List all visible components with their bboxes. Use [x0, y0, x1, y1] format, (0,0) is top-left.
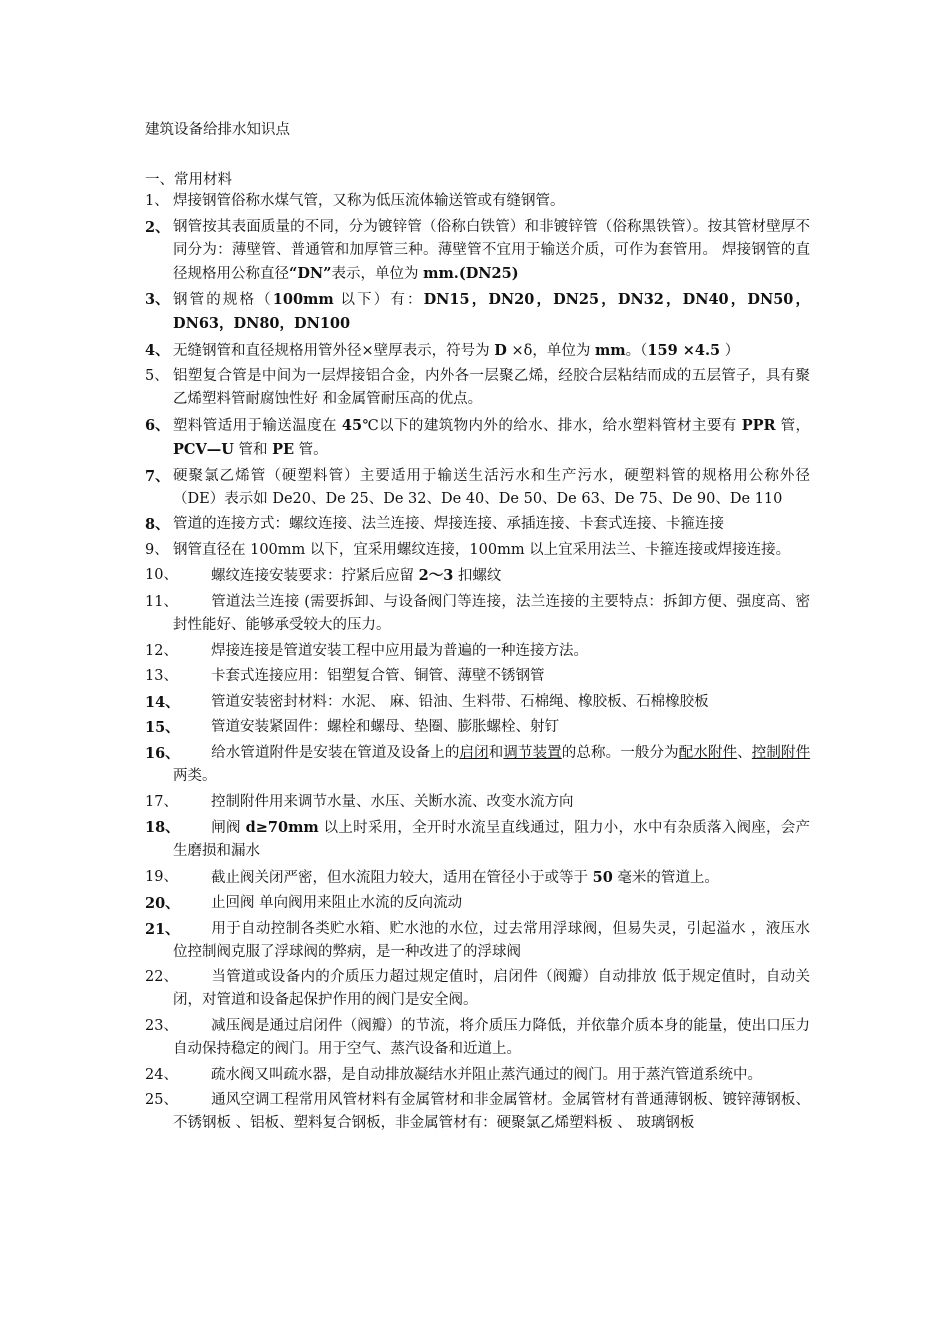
underlined-term: 控制附件	[751, 744, 811, 761]
text-run: 以上时采用，全开时水流呈直线通过，阻力小，水中有杂质落入阀座，会产生磨损和漏水	[173, 820, 811, 860]
text-run: 硬聚氯乙烯管（硬塑料管）主要适用于输送生活污水和生产污水，硬塑料管的规格用公称外径（DE）表示如 De20、De 25、De 32、De 40、De 50、De 63、De 75、De 90、De 110	[173, 467, 810, 507]
item-number: 22、	[145, 969, 178, 986]
list-item	[145, 640, 810, 663]
item-text	[173, 1089, 810, 1135]
item-number: 7、	[145, 467, 170, 485]
item-number: 5、	[145, 368, 169, 385]
item-number: 3、	[145, 291, 170, 309]
bold-run: “DN”	[289, 264, 332, 282]
list-item	[145, 691, 810, 714]
text-run: 管道安装密封材料：水泥、 麻、铅油、生料带、石棉绳、橡胶板、石棉橡胶板	[211, 693, 709, 710]
item-number: 17、	[145, 793, 178, 810]
list-item	[145, 665, 810, 688]
item-number: 6、	[145, 416, 170, 434]
text-run: 两类。	[173, 767, 217, 784]
underlined-term: 启闭	[459, 744, 489, 761]
item-number: 18、	[145, 819, 180, 837]
item-number: 4、	[145, 341, 170, 359]
text-run: 给水管道附件是安装在管道及设备上的	[211, 744, 460, 761]
item-number: 14、	[145, 693, 180, 711]
list-item	[145, 791, 810, 814]
underlined-term: 调节装置	[503, 744, 562, 761]
item-text	[173, 866, 810, 890]
list-item	[145, 816, 810, 863]
text-run: 钢管的规格（	[173, 292, 273, 309]
text-run: 管和	[233, 441, 273, 458]
list-item	[145, 465, 810, 511]
list-item	[145, 866, 810, 890]
list-item	[145, 892, 810, 915]
list-item	[145, 742, 810, 788]
item-number: 25、	[145, 1092, 178, 1109]
list-item	[145, 513, 810, 536]
text-run: 焊接连接是管道安装工程中应用最为普遍的一种连接方法。	[211, 642, 588, 659]
text-run: 减压阀是通过启闭件（阀瓣）的节流，将介质压力降低，并依靠介质本身的能量，使出口压力自动保持稳定的阀门。用于空气、蒸汽设备和近道上。	[173, 1018, 810, 1058]
item-text	[173, 591, 810, 637]
text-run: 疏水阀又叫疏水器，是自动排放凝结水并阻止蒸汽通过的阀门。用于蒸汽管道系统中。	[211, 1066, 762, 1083]
text-run: 的总称。一般分为	[561, 744, 679, 761]
item-text	[173, 216, 810, 286]
list-item	[145, 1089, 810, 1135]
text-run: 塑料管适用于输送温度在	[173, 417, 342, 434]
text-run: 管道的连接方式：螺纹连接、法兰连接、焊接连接、承插连接、卡套式连接、卡箍连接	[173, 516, 724, 533]
bold-run: d≥70mm	[245, 819, 319, 837]
text-run: 管道安装紧固件：螺栓和螺母、垫圈、膨胀螺栓、射钉	[211, 719, 559, 736]
text-run: 控制附件用来调节水量、水压、关断水流、改变水流方向	[211, 793, 574, 810]
text-run: 毫米的管道上。	[612, 869, 719, 886]
item-number: 2、	[145, 218, 170, 236]
item-text	[173, 564, 810, 588]
bold-run: 45	[341, 416, 363, 434]
list-item	[145, 1064, 810, 1087]
list-item	[145, 918, 810, 964]
item-text	[173, 190, 810, 213]
item-text	[173, 513, 810, 536]
item-text	[173, 288, 810, 336]
item-text	[173, 365, 810, 411]
item-number: 19、	[145, 868, 178, 885]
text-run: 当管道或设备内的介质压力超过规定值时，启闭件（阀瓣）自动排放 低于规定值时，自动关闭，对管道和设备起保护作用的阀门是安全阀。	[173, 969, 810, 1009]
item-text	[173, 1064, 810, 1087]
text-run: 闸阀	[211, 820, 246, 837]
item-number: 11、	[145, 593, 178, 610]
underlined-term: 配水附件	[678, 744, 738, 761]
item-text	[173, 918, 810, 964]
bold-run: PE	[272, 440, 295, 458]
text-run: 扣螺纹	[453, 568, 502, 585]
text-run: 用于自动控制各类贮水箱、贮水池的水位，过去常用浮球阀，但易失灵，引起溢水 ，液压水位控制阀克服了浮球阀的弊病，是一种改进了的浮球阀	[173, 920, 810, 960]
item-text	[173, 791, 810, 814]
list-item	[145, 414, 810, 462]
item-text	[173, 691, 810, 714]
text-run: 卡套式连接应用：铝塑复合管、铜管、薄壁不锈钢管	[211, 668, 545, 685]
item-text	[173, 892, 810, 915]
text-run: 管。	[294, 441, 328, 458]
item-text	[173, 1015, 810, 1061]
list-item	[145, 591, 810, 637]
text-run: 钢管直径在 100mm 以下，宜采用螺纹连接，100mm 以上宜采用法兰、卡箍连接或焊接连接。	[173, 541, 791, 558]
text-run: ）	[720, 342, 740, 359]
text-run: 表示，单位为	[331, 265, 424, 282]
list-item	[145, 365, 810, 411]
text-run: 以下）有：	[333, 292, 424, 309]
item-number: 10、	[145, 567, 178, 584]
text-run: 管道法兰连接 (需要拆卸、与设备阀门等连接，法兰连接的主要特点：拆卸方便、强度高、密封性能好、能够承受较大的压力。	[173, 593, 810, 633]
item-text	[173, 539, 810, 562]
list-item	[145, 288, 810, 336]
item-text	[173, 339, 810, 363]
item-number: 1、	[145, 193, 169, 209]
list-item	[145, 339, 810, 363]
bold-run: DN15，DN20，DN25，DN32，DN40，DN50，DN63，DN80，DN100	[173, 291, 811, 333]
text-run: 无缝钢管和直径规格用管外径×壁厚表示，符号为	[173, 342, 495, 359]
text-run: 螺纹连接安装要求：拧紧后应留	[211, 568, 419, 585]
list-item	[145, 716, 810, 739]
bold-run: D	[494, 341, 507, 359]
item-text	[173, 640, 810, 663]
bold-run: 159 ×4.5	[647, 341, 721, 359]
list-item	[145, 564, 810, 588]
bold-run: 2～3	[418, 567, 454, 585]
list-item	[145, 216, 810, 286]
item-text	[173, 742, 810, 788]
text-run: 止回阀 单向阀用来阻止水流的反向流动	[211, 895, 463, 912]
list-item	[145, 539, 810, 562]
bold-run: 50	[592, 868, 613, 886]
text-run: ℃以下的建筑物内外的给水、排水，给水塑料管材主要有	[362, 417, 742, 434]
list-item	[145, 190, 810, 213]
section-heading: 一、常用材料	[145, 172, 232, 188]
item-number: 23、	[145, 1018, 178, 1035]
item-number: 8、	[145, 516, 170, 534]
bold-run: mm.(DN25)	[423, 264, 519, 282]
text-run: ×δ，单位为	[506, 342, 595, 359]
text-run: 截止阀关闭严密，但水流阻力较大，适用在管径小于或等于	[211, 869, 593, 886]
item-number: 16、	[145, 744, 180, 762]
text-run: 管，	[775, 417, 811, 434]
item-number: 9、	[145, 541, 169, 558]
list-item	[145, 1015, 810, 1061]
bold-run: PCV—U	[173, 440, 234, 458]
text-run: 、	[737, 744, 752, 761]
item-number: 15、	[145, 719, 180, 737]
text-run: 通风空调工程常用风管材料有金属管材和非金属管材。金属管材有普通薄钢板、镀锌薄钢板、不锈钢板 、铝板、塑料复合钢板，非金属管材有：硬聚氯乙烯塑料板 、 玻璃钢板	[173, 1092, 810, 1132]
bold-run: 100mm	[272, 291, 334, 309]
text-run: 焊接钢管俗称水煤气管，又称为低压流体输送管或有缝钢管。	[173, 193, 565, 209]
knowledge-point-list	[145, 190, 810, 1138]
list-item	[145, 966, 810, 1012]
item-text	[173, 816, 810, 863]
bold-run: mm	[594, 341, 626, 359]
item-number: 21、	[145, 920, 180, 938]
item-number: 13、	[145, 668, 178, 685]
text-run: 钢管按其表面质量的不同，分为镀锌管（俗称白铁管）和非镀锌管（俗称黑铁管）。按其管材壁厚不同分为：薄壁管、普通管和加厚管三种。薄壁管不宜用于输送介质，可作为套管用。 焊接钢管的直径规格用公称直径	[173, 218, 810, 282]
item-text	[173, 966, 810, 1012]
item-number: 20、	[145, 895, 180, 913]
document-title: 建筑设备给排水知识点	[145, 122, 290, 138]
item-number: 12、	[145, 642, 178, 659]
text-run: 。（	[625, 342, 648, 359]
text-run: 和	[488, 744, 504, 761]
bold-run: PPR	[741, 416, 776, 434]
text-run: 铝塑复合管是中间为一层焊接铝合金，内外各一层聚乙烯，经胶合层粘结而成的五层管子，具有聚乙烯塑料管耐腐蚀性好 和金属管耐压高的优点。	[173, 368, 810, 408]
item-text	[173, 665, 810, 688]
item-text	[173, 414, 810, 462]
item-text	[173, 465, 810, 511]
item-number: 24、	[145, 1066, 178, 1083]
item-text	[173, 716, 810, 739]
